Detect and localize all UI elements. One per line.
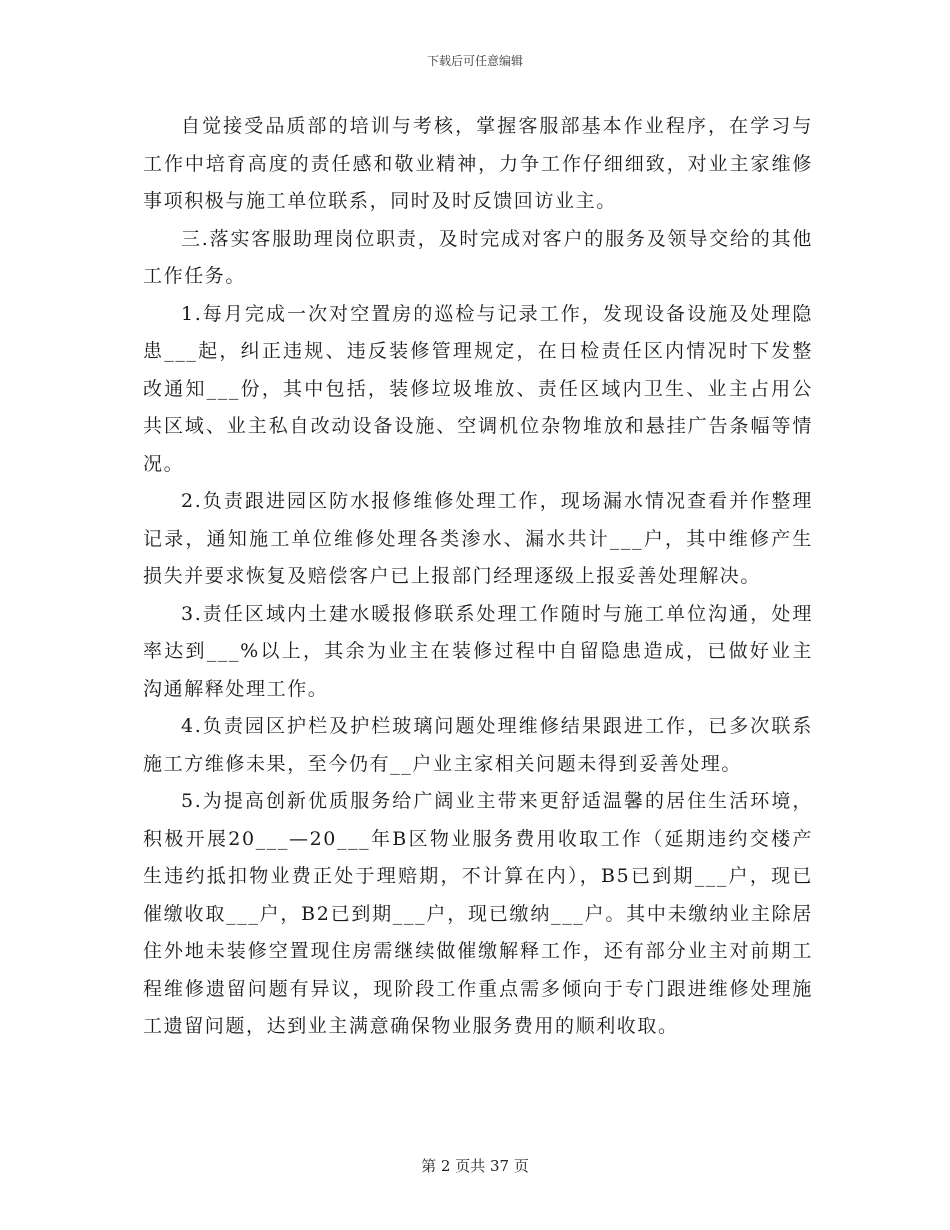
- page-number: 第 2 页共 37 页: [421, 1157, 529, 1175]
- paragraph-training: 自觉接受品质部的培训与考核，掌握客服部基本作业程序，在学习与工作中培育高度的责任感和敬业精神，力争工作仔细细致，对业主家维修事项积极与施工单位联系，同时及时反馈回访业主。: [143, 115, 813, 212]
- paragraph-item-2: 2.负责跟进园区防水报修维修处理工作，现场漏水情况查看并作整理记录，通知施工单位维修处理各类渗水、漏水共计___户，其中维修产生损失并要求恢复及赔偿客户已上报部门经理逐级上报妥善处理解决。: [143, 490, 813, 587]
- paragraph-item-4: 4.负责园区护栏及护栏玻璃问题处理维修结果跟进工作，已多次联系施工方维修未果，至今仍有__户业主家相关问题未得到妥善处理。: [143, 715, 813, 775]
- page-header: 下载后可任意编辑: [426, 54, 523, 68]
- paragraph-item-3: 3.责任区域内土建水暖报修联系处理工作随时与施工单位沟通，处理率达到___%以上，其余为业主在装修过程中自留隐患造成，已做好业主沟通解释处理工作。: [143, 602, 813, 700]
- paragraph-item-1: 1.每月完成一次对空置房的巡检与记录工作，发现设备设施及处理隐患___起，纠正违规、违反装修管理规定，在日检责任区内情况时下发整改通知___份，其中包括，装修垃圾堆放、责任区域内卫生、业主占用公共区域、业主私自改动设备设施、空调机位杂物堆放和悬挂广告条幅等情况。: [143, 302, 813, 475]
- paragraph-item-5: 5.为提高创新优质服务给广阔业主带来更舒适温馨的居住生活环境，积极开展20___—20___年B区物业服务费用收取工作（延期违约交楼产生违约抵扣物业费正处于理赔期，不计算在内），B5已到期___户，现已催缴收取___户，B2已到期___户，现已缴纳___户。其中未缴纳业主除居住外地未装修空置现住房需继续做催缴解释工作，还有部分业主对前期工程维修遗留问题有异议，现阶段工作重点需多倾向于专门跟进维修处理施工遗留问题，达到业主满意确保物业服务费用的顺利收取。: [143, 790, 813, 1037]
- paragraph-section-3-heading: 三.落实客服助理岗位职责，及时完成对客户的服务及领导交给的其他工作任务。: [143, 227, 813, 287]
- document-body: [143, 108, 813, 1046]
